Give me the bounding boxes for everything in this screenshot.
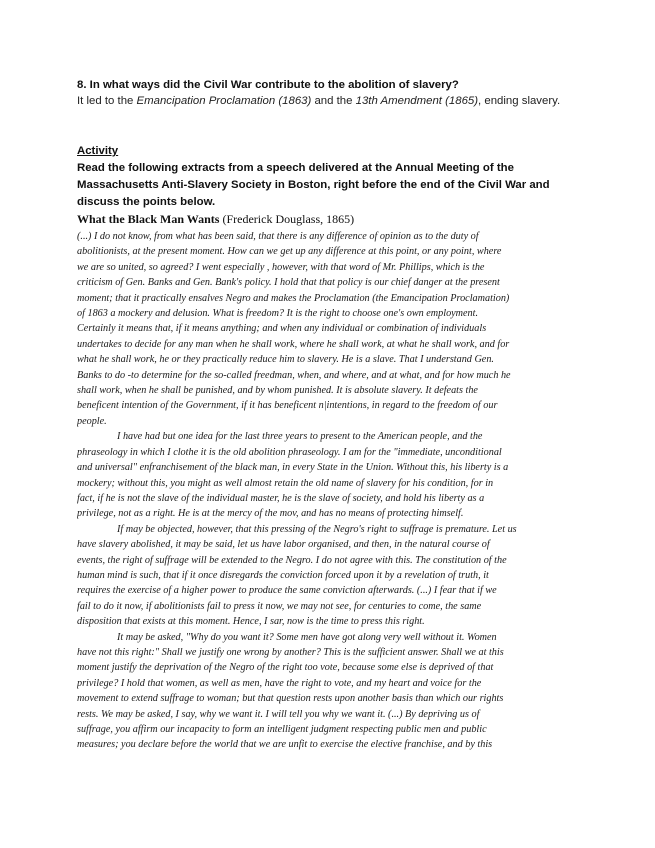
- speech-line: fail to do it now, if abolitionists fail to press it now, we may not see, for centuries to come, the same: [77, 600, 482, 612]
- activity-heading: Activity: [77, 145, 119, 157]
- speech-line: moment justify the deprivation of the Negro of the right too vote, because some else is deprived of that: [77, 662, 494, 674]
- answer-emphasis-proclamation: Emancipation Proclamation (1863): [136, 95, 312, 107]
- speech-line: privilege, not as a right. He is at the mercy of the mov, and has no means of protecting himself.: [77, 508, 464, 520]
- speech-line: phraseology in which I clothe it is the old abolition phraseology. I am for the "immediate, unconditional: [77, 446, 502, 458]
- speech-line: mockery; without this, you might as well almost retain the old name of slavery for his condition, for in: [77, 477, 494, 489]
- answer-suffix: , ending slavery.: [478, 95, 561, 107]
- speech-line: abolitionists, at the present moment. How can we get up any difference at this point, or any point, where: [77, 246, 502, 258]
- speech-line: what he shall work, he or they practically reduce him to slavery. He is a slave. That I understand Gen.: [77, 354, 494, 366]
- speech-line: beneficent intention of the Government, if it has beneficent n|intentions, in regard to the freedom of our: [77, 400, 498, 412]
- speech-line: of 1863 a mockery and delusion. What is freedom? It is the right to choose one's own employment.: [77, 308, 479, 320]
- speech-line: undertakes to decide for any man when he shall work, where he shall work, at what he shall work, and for: [77, 338, 510, 350]
- question-heading: 8. In what ways did the Civil War contribute to the abolition of slavery?: [77, 79, 459, 91]
- answer-prefix: It led to the: [77, 95, 137, 107]
- speech-line: movement to extend suffrage to woman; but that question rests upon another basis than which our rights: [77, 693, 504, 705]
- speech-line: (...) I do not know, from what has been said, that there is any difference of opinion as to the duty of: [77, 231, 479, 242]
- speech-line: It may be asked, "Why do you want it? Some men have got along very well without it. Women: [117, 631, 497, 643]
- speech-line: disposition that exists at this moment. Hence, I sar, now is the time to press this right.: [77, 616, 425, 628]
- speech-attribution: (Frederick Douglass, 1865): [219, 212, 355, 226]
- speech-line: fact, if he is not the slave of the individual master, he is the slave of society, and hold his liberty as a: [77, 492, 485, 504]
- speech-line: suffrage, you affirm our incapacity to form an intelligent judgment respecting public men and public: [77, 724, 487, 735]
- answer-middle: and the: [311, 95, 356, 107]
- speech-line: Banks to do -to determine for the so-called freedman, when, and where, and at what, and for how much he: [77, 369, 511, 381]
- instruction-line: Massachusetts Anti-Slavery Society in Boston, right before the end of the Civil War and: [77, 179, 550, 191]
- speech-line: rests. We may be asked, I say, why we want it. I will tell you why we want it. (...) By depriving us of: [77, 708, 480, 720]
- instruction-line: discuss the points below.: [77, 196, 216, 208]
- speech-line: moment; that it practically ensalves Negro and makes the Proclamation (the Emancipation Proclamation): [77, 292, 510, 304]
- speech-line: shall work, when he shall be punished, and by whom punished. It is absolute slavery. It defeats the: [77, 385, 478, 397]
- speech-line: events, the right of suffrage will be extended to the Negro. I do not agree with this. The constitution of the: [77, 554, 507, 566]
- speech-text: [77, 229, 577, 753]
- activity-instructions: [77, 160, 597, 211]
- extract-title: [77, 211, 354, 227]
- speech-line: have not this right:" Shall we justify one wrong by another? This is the sufficient answer. Shall we at this: [77, 646, 504, 658]
- speech-line: If may be objected, however, that this pressing of the Negro's right to suffrage is premature. Let us: [117, 523, 517, 535]
- question-answer: [77, 93, 637, 109]
- speech-line: measures; you declare before the world that we are unfit to exercise the elective franchise, and by this: [77, 739, 493, 751]
- speech-line: requires the exercise of a higher power to produce the same conviction afterwards. (...) I fear that if we: [77, 585, 497, 597]
- instruction-line: Read the following extracts from a speech delivered at the Annual Meeting of the: [77, 162, 514, 174]
- speech-line: privilege? I hold that women, as well as men, have the right to vote, and my heart and voice for the: [77, 677, 482, 689]
- speech-line: we are so united, so agreed? I went especially , however, with that word of Mr. Phillips, which is the: [77, 261, 485, 273]
- speech-line: criticism of Gen. Banks and Gen. Bank's policy. I hold that that policy is our chief danger at the present: [77, 277, 500, 289]
- speech-line: human mind is such, that if it once disregards the conviction forced upon it by a revelation of truth, it: [77, 569, 489, 581]
- speech-title: What the Black Man Wants: [77, 212, 220, 226]
- speech-line: I have had but one idea for the last three years to present to the American people, and the: [117, 431, 483, 443]
- speech-line: Certainly it means that, if it means anything; and when any individual or combination of individuals: [77, 323, 487, 335]
- speech-line: and universal" enfranchisement of the black man, in every State in the Union. Without this, his liberty is a: [77, 462, 509, 474]
- answer-emphasis-amendment: 13th Amendment (1865): [355, 95, 479, 107]
- speech-line: have slavery abolished, it may be said, let us have labor organised, and then, in the natural course of: [77, 539, 490, 551]
- speech-line: people.: [77, 415, 107, 427]
